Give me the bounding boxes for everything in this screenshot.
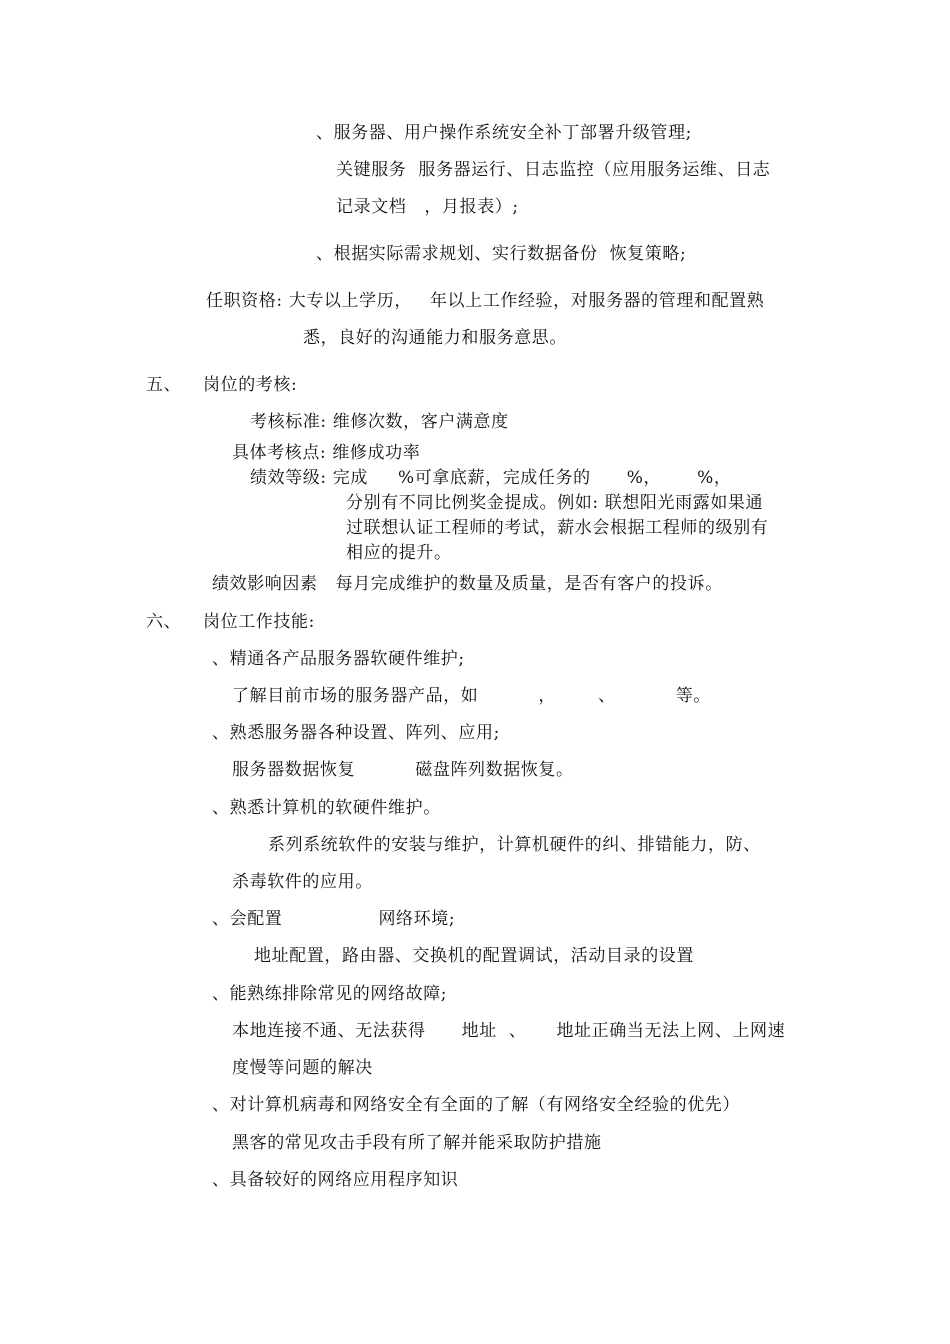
item-patch-management: 、服务器、用户操作系统安全补丁部署升级管理;	[316, 123, 692, 143]
skill-line: 度慢等问题的解决	[232, 1058, 373, 1078]
assessment-criteria: 考核标准: 维修次数，客户满意度	[250, 412, 509, 432]
assessment-points: 具体考核点: 维修成功率	[232, 443, 421, 463]
skill-line: 服务器数据恢复 磁盘阵列数据恢复。	[232, 760, 574, 780]
skill-line: 了解目前市场的服务器产品，如 ， 、 等。	[232, 686, 711, 706]
section-6-title: 岗位工作技能:	[203, 612, 315, 632]
section-5-number: 五、	[146, 375, 182, 395]
skill-line: 、具备较好的网络应用程序知识	[212, 1170, 459, 1190]
skill-line: 杀毒软件的应用。	[232, 872, 373, 892]
skill-line: 、能熟练排除常见的网络故障;	[212, 984, 448, 1004]
performance-grade-cont-2: 过联想认证工程师的考试，薪水会根据工程师的级别有	[346, 518, 769, 538]
performance-grade: 绩效等级: 完成 %可拿底薪，完成任务的 %， %，	[250, 468, 732, 488]
skill-line: 、会配置 网络环境;	[212, 909, 456, 929]
item-service-monitoring-cont: 记录文档 ，月报表）;	[336, 197, 519, 217]
section-6-number: 六、	[146, 612, 182, 632]
performance-grade-cont-1: 分别有不同比例奖金提成。例如: 联想阳光雨露如果通	[346, 493, 764, 513]
performance-grade-cont-3: 相应的提升。	[346, 543, 452, 563]
skill-line: 、熟悉服务器各种设置、阵列、应用;	[212, 723, 500, 743]
skill-line: 地址配置，路由器、交换机的配置调试，活动目录的设置	[254, 946, 694, 966]
qualification: 任职资格: 大专以上学历， 年以上工作经验，对服务器的管理和配置熟	[206, 291, 765, 311]
skill-line: 黑客的常见攻击手段有所了解并能采取防护措施	[232, 1133, 602, 1153]
item-service-monitoring: 关键服务 服务器运行、日志监控（应用服务运维、日志	[336, 160, 771, 180]
item-data-backup: 、根据实际需求规划、实行数据备份 恢复策略;	[316, 244, 687, 264]
skill-line: 、对计算机病毒和网络安全有全面的了解（有网络安全经验的优先）	[212, 1095, 740, 1115]
performance-factors: 绩效影响因素 每月完成维护的数量及质量，是否有客户的投诉。	[212, 574, 723, 594]
skill-line: 、精通各产品服务器软硬件维护;	[212, 649, 465, 669]
qualification-cont: 悉，良好的沟通能力和服务意思。	[303, 328, 567, 348]
skill-line: 、熟悉计算机的软硬件维护。	[212, 798, 441, 818]
skill-line: 本地连接不通、无法获得 地址 、 地址正确当无法上网、上网速	[232, 1021, 786, 1041]
skill-line: 系列系统软件的安装与维护，计算机硬件的纠、排错能力，防、	[268, 835, 761, 855]
section-5-title: 岗位的考核:	[203, 375, 298, 395]
